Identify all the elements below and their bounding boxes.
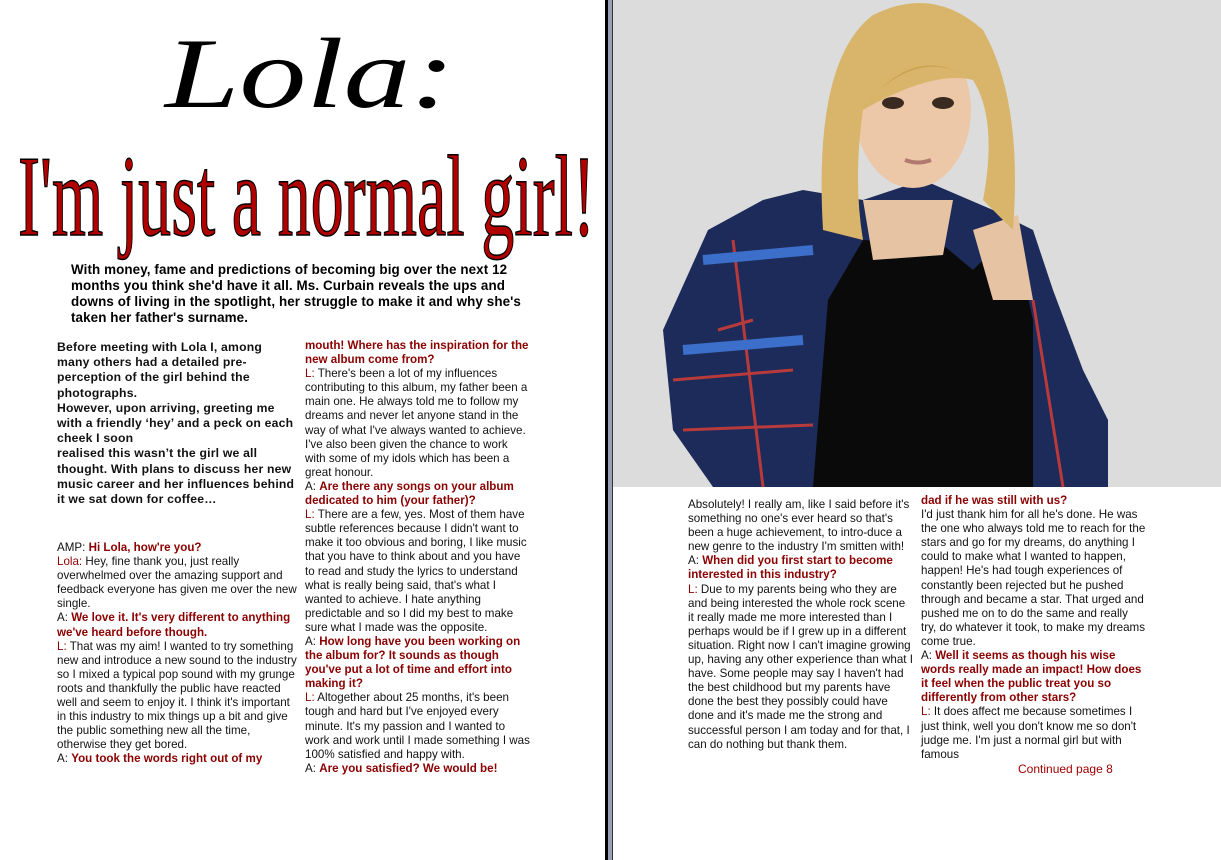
- interview-answer: [305, 691, 530, 761]
- interview-question: [57, 752, 299, 766]
- speaker-label: AMP:: [57, 541, 86, 554]
- interview-question: [921, 494, 1146, 508]
- interview-question: [305, 762, 530, 776]
- interview-question: [57, 541, 299, 555]
- interview-answer: [921, 705, 1146, 761]
- portrait-illustration: [613, 0, 1221, 487]
- speaker-label: L:: [305, 367, 315, 381]
- speaker-label: A:: [688, 554, 699, 568]
- answer-text: It does affect me because sometimes I just think, well you don't know me so don't judge me. I'm just a normal girl but with famous: [921, 705, 1137, 761]
- interview-question: [688, 554, 913, 582]
- interview-column-3: [688, 498, 913, 752]
- standfirst: With money, fame and predictions of becoming big over the next 12 months you think she'd have it all. Ms. Curbain reveals the ups and downs of living in the spotlight, her struggle to make it and why she's taken her father's surname.: [71, 262, 521, 325]
- question-text: Well it seems as though his wise words really made an impact! How does it feel when the public treat you so differently from other stars?: [921, 649, 1142, 705]
- question-text: Are you satisfied? We would be!: [319, 761, 498, 775]
- interview-question: [921, 649, 1146, 705]
- left-page: [0, 0, 605, 860]
- speaker-label: Lola:: [57, 555, 83, 569]
- interview-answer: [688, 498, 913, 554]
- question-text: When did you first start to become interested in this industry?: [688, 554, 893, 582]
- speaker-label: A:: [305, 634, 316, 648]
- intro-para: Before meeting with Lola I, among many others had a detailed pre-perception of the girl behind the photographs.: [57, 340, 263, 400]
- answer-text: Altogether about 25 months, it's been tough and hard but I've enjoyed every minute. It's my passion and I wanted to work and work until I made something I was 100% satisfied and happy with.: [305, 691, 530, 761]
- intro-para: realised this wasn’t the girl we all thought. With plans to discuss her new music career and her influences behind it we sat down for coffee…: [57, 446, 295, 507]
- speaker-label: L:: [305, 508, 315, 522]
- question-text: Hi Lola, how're you?: [88, 541, 202, 554]
- interview-column-4: [921, 494, 1146, 776]
- interview-question: [57, 611, 299, 639]
- interview-question: [305, 339, 530, 367]
- interview-answer: [57, 555, 299, 611]
- interview-answer: [305, 508, 530, 635]
- question-text: How long have you been working on the album for? It sounds as though you've put a lot of time and effort into making it?: [305, 634, 521, 691]
- question-text: dad if he was still with us?: [921, 494, 1068, 507]
- speaker-label: L:: [921, 705, 931, 719]
- title-svg: [0, 0, 605, 262]
- interview-answer: [57, 640, 299, 753]
- interview-column-2: [305, 339, 530, 776]
- intro-column: [57, 340, 297, 507]
- speaker-label: A:: [57, 611, 68, 625]
- interview-question: [305, 635, 530, 691]
- speaker-label: L:: [305, 691, 315, 705]
- interview-answer: [921, 508, 1146, 649]
- speaker-label: L:: [57, 639, 67, 653]
- answer-text: I'd just thank him for all he's done. He was the one who always told me to reach for the stars and go for my dreams, do anything I could to make what I wanted to happen, happen! He's had tough experiences of constantly been rejected but he pushed through and became a star. That urged and pushed me on to do the same and really try, do whatever it took, to make my dreams come true.: [921, 508, 1146, 648]
- interview-answer: [688, 583, 913, 752]
- question-text: You took the words right out of my: [71, 752, 263, 766]
- cover-photo: [613, 0, 1221, 487]
- question-text: Are there any songs on your album dedicated to him (your father)?: [305, 479, 514, 508]
- speaker-label: A:: [57, 752, 68, 766]
- continued-label: Continued page 8: [1018, 761, 1113, 776]
- interview-answer: [305, 367, 530, 480]
- intro-para: However, upon arriving, greeting me with a friendly ‘hey’ and a peck on each cheek I soon: [57, 400, 294, 446]
- question-text: mouth! Where has the inspiration for the new album come from?: [305, 339, 529, 367]
- question-text: We love it. It's very different to anything we've heard before though.: [57, 611, 291, 639]
- speaker-label: A:: [305, 479, 316, 493]
- answer-text: Hey, fine thank you, just really overwhelmed over the amazing support and feedback everyone has given me over the new single.: [57, 555, 297, 611]
- answer-text: There's been a lot of my influences contributing to this album, my father been a main one. He always told me to follow my dreams and never let anyone stand in the way of what I've always wanted to achieve. I've also been given the chance to work with some of my idols which has been a great honour.: [305, 367, 528, 479]
- interview-question: [305, 480, 530, 508]
- headline: I'm just a normal girl!: [18, 133, 595, 260]
- title-script: Lola:: [162, 18, 455, 129]
- answer-text: Due to my parents being who they are and being interested the whole rock scene it really made me more interested than I perhaps would be if I grew up in a different situation. Right now I can't imagine growing up, having any other experience than what I have. Some people may say I haven't had the best childhood but my parents have done the best they possibly could have done and it's made me the strong and successful person I am today and for that, I can do nothing but thank them.: [688, 582, 913, 751]
- speaker-label: L:: [688, 582, 698, 596]
- speaker-label: A:: [305, 761, 316, 775]
- answer-text: Absolutely! I really am, like I said before it's something no one's ever heard so that's been a huge achievement, to intro-duce a new genre to the industry I'm smitten with!: [688, 498, 910, 554]
- answer-text: That was my aim! I wanted to try something new and introduce a new sound to the industry so I mixed a typical pop sound with my grunge roots and thankfully the public have reacted well and seem to enjoy it. I think it's important in this industry to mix things up a bit and give the public something new all the time, otherwise they get bored.: [57, 639, 297, 752]
- answer-text: There are a few, yes. Most of them have subtle references because I didn't want to make it too obvious and boring, I like music that you have to think about and you have to read and study the lyrics to understand what is really being said, that's what I wanted to achieve. I hate anything predictable and so I did my best to make sure what I made was the opposite.: [305, 508, 527, 634]
- speaker-label: A:: [921, 649, 932, 663]
- interview-column-1: [57, 541, 299, 767]
